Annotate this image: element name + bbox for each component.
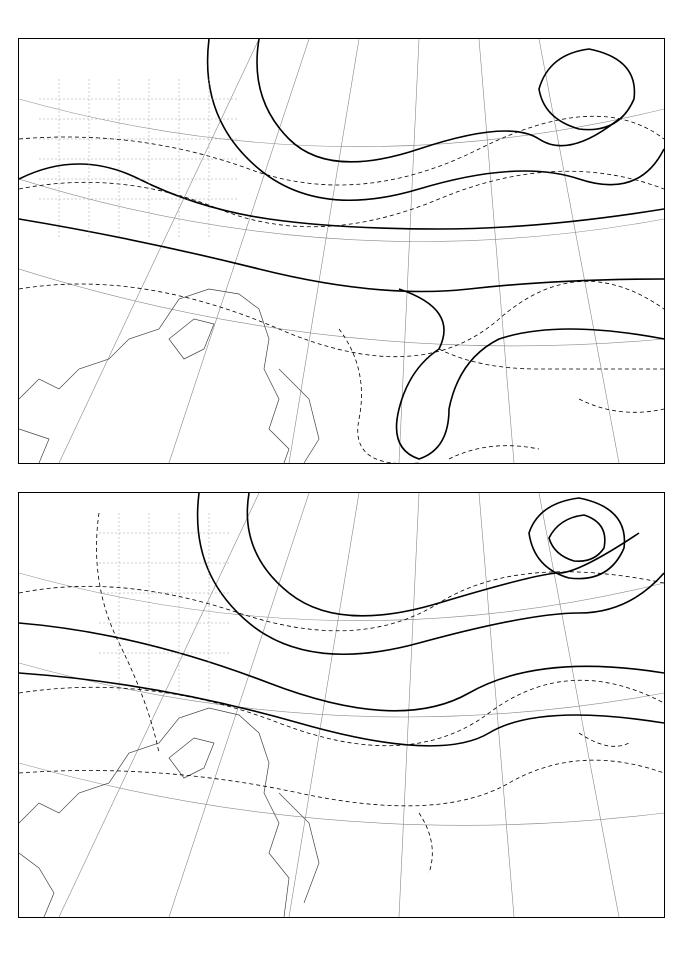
- map-500hpa-canvas: [19, 493, 664, 917]
- height-contours: [19, 493, 664, 746]
- map-300hpa-canvas: [19, 39, 664, 463]
- coastlines: [19, 289, 319, 463]
- analysis-300hpa-map: [18, 38, 665, 464]
- jet-hatch: [39, 79, 239, 239]
- chart-id-line: [24, 933, 84, 950]
- isotherms: [19, 513, 664, 873]
- height-contours: [19, 39, 664, 459]
- isotherms: [19, 116, 664, 463]
- coastlines: [19, 708, 319, 917]
- temp-hatch: [99, 513, 229, 693]
- analysis-500hpa-map: [18, 492, 665, 918]
- graticule: [19, 39, 664, 463]
